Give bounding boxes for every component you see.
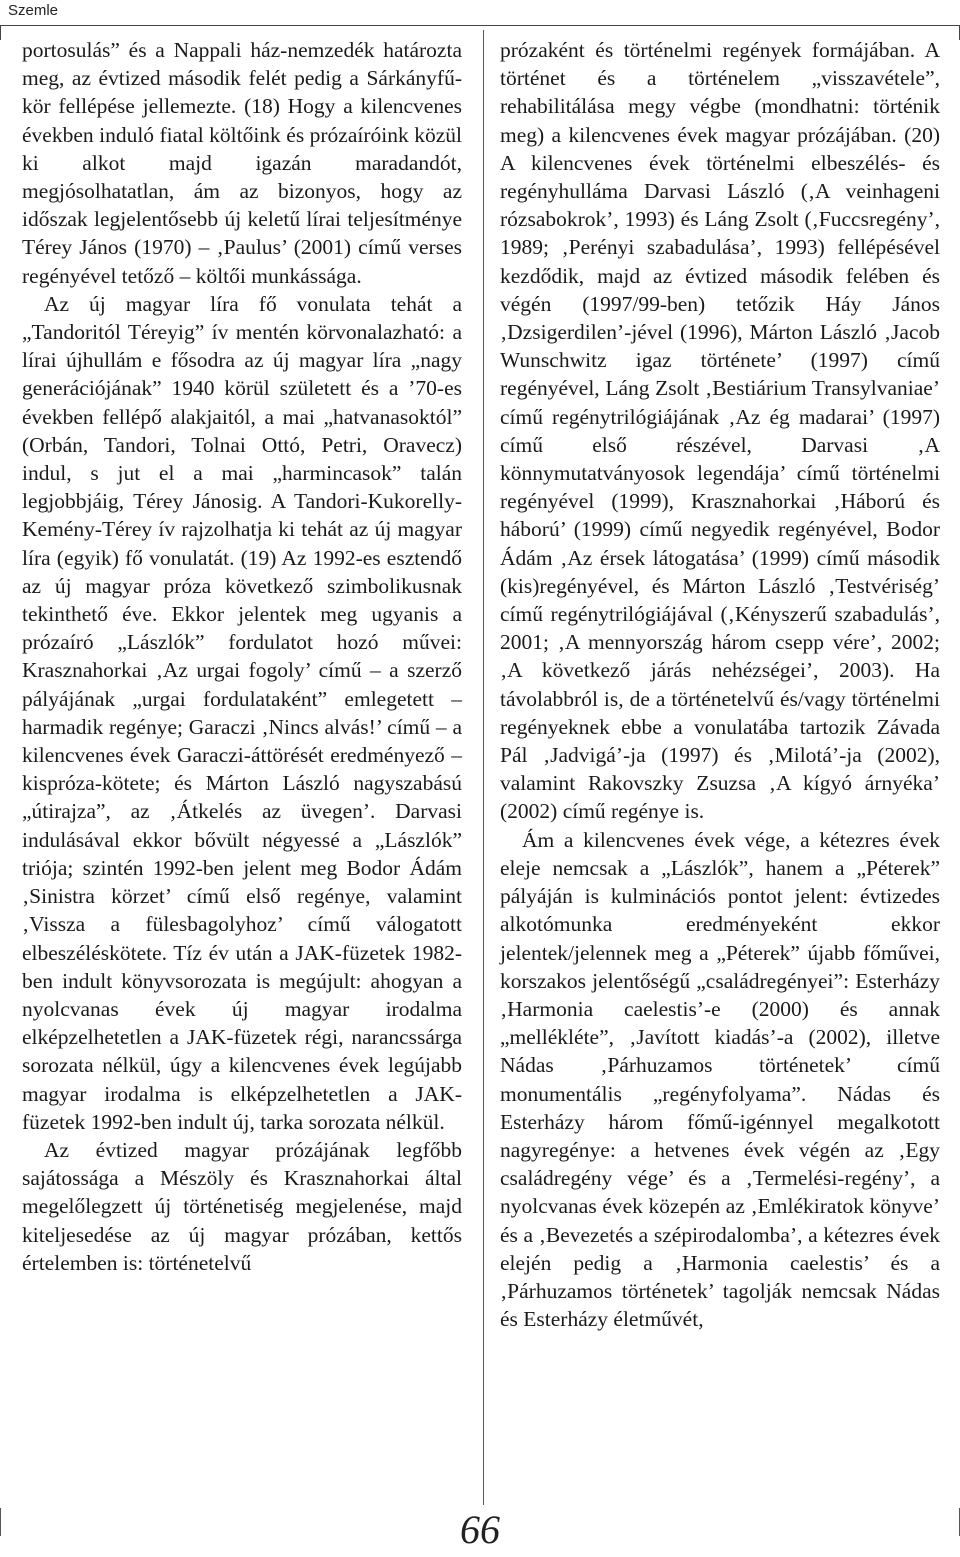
section-label: Szemle bbox=[8, 2, 59, 19]
header-corner-left bbox=[0, 26, 1, 40]
left-paragraph-1: portosulás” és a Nappali ház-nemzedék határozta meg, az évtized második felét pedig a Sárkányfű-kör fellépése jellemezte. (18) Hogy a kilencvenes években induló fiatal költőink és prózaíróink közül ki alkot majd igazán maradandót, megjósolhatatlan, ám az bizonyos, hogy az időszak legjelentősebb új keletű lírai teljesítménye Térey János (1970) – ‚Paulus’ (2001) című verses regényével tetőző – költői munkássága. bbox=[22, 38, 462, 288]
left-paragraph-2: Az új magyar líra fő vonulata tehát a „Tandoritól Téreyig” ív mentén körvonalazható: a lírai újhullám e fősodra az új magyar líra „nagy generációjának” 1940 körül született és a ’70-es években fellépő alakjaitól, a mai „hatvanasoktól” (Orbán, Tandori, Tolnai Ottó, Petri, Oravecz) indul, s jut el a mai „harmincasok” talán legjobbjáig, Térey Jánosig. A Tandori-Kukorelly-Kemény-Térey ív rajzolhatja ki tehát az új magyar líra (egyik) fő vonulatát. (19) Az 1992-es esztendő az új magyar próza következő szimbolikusnak tekinthető éve. Ekkor jelentek meg ugyanis a prózaíró „Lászlók” fordulatot hozó művei: Krasznahorkai ‚Az urgai fogoly’ című – a szerző pályájának „urgai fordulataként” emlegetett – harmadik regénye; Garaczi ‚Nincs alvás!’ című – a kilencvenes évek Garaczi-áttörését eredményező – kispróza-kötete; és Márton László nagyszabású „útirajza”, az ‚Átkelés az üvegen’. Darvasi indulásával ekkor bővült négyessé a „Lászlók” triója; szintén 1992-ben jelent meg Bodor Ádám ‚Sinistra körzet’ című első regénye, valamint ‚Vissza a fülesbagolyhoz’ című válogatott elbeszéléskötete. Tíz év után a JAK-füzetek 1982-ben indult könyvsorozata is megújult: ahogyan a nyolcvanas évek új magyar irodalma elképzelhetetlen a JAK-füzetek régi, narancssárga sorozata nélkül, úgy a kilencvenes évek legújabb magyar irodalma is elképzelhetetlen a JAK-füzetek 1992-ben indult új, tarka sorozata nélkül. bbox=[22, 291, 462, 1134]
page-number: 66 bbox=[460, 1507, 500, 1552]
left-column bbox=[22, 36, 462, 1277]
right-paragraph-1: prózaként és történelmi regények formájában. A történet és a történelem „visszavétele”, rehabilitálása megy végbe (mondhatni: történik meg) a kilencvenes évek magyar prózájában. (20) A kilencvenes évek történelmi elbeszélés- és regényhulláma Darvasi László (‚A veinhageni rózsabokrok’, 1993) és Láng Zsolt (‚Fuccsregény’, 1989; ‚Perényi szabadulása’, 1993) fellépésével kezdődik, majd az évtized második felében és végén (1997/99-ben) tetőzik Háy János ‚Dzsigerdilen’-jével (1996), Márton László ‚Jacob Wunschwitz igaz története’ (1997) című regényével, Láng Zsolt ‚Bestiárium Transylvaniae’ című regénytrilógiájának ‚Az ég madarai’ (1997) című első részével, Darvasi ‚A könnymutatványosok legendája’ című történelmi regényével (1999), Krasznahorkai ‚Háború és háború’ (1999) című negyedik regényével, Bodor Ádám ‚Az érsek látogatása’ (1999) című második (kis)regényével, és Márton László ‚Testvériség’ című regénytrilógiájával (‚Kényszerű szabadulás’, 2001; ‚A mennyország három csepp vére’, 2002; ‚A következő járás nehézségei’, 2003). Ha távolabbról is, de a történetelvű és/vagy történelmi regényeknek ebbe a vonulatába tartozik Závada Pál ‚Jadvigá’-ja (1997) és ‚Milotá’-ja (2002), valamint Rakovszky Zsuzsa ‚A kígyó árnyéka’ (2002) című regénye is. bbox=[500, 38, 940, 824]
header-rule bbox=[0, 25, 960, 26]
right-paragraph-2: Ám a kilencvenes évek vége, a kétezres évek eleje nemcsak a „Lászlók”, hanem a „Péterek” pályáján is kulminációs pontot jelent: évtizedes alkotómunka eredményeként ekkor jelentek/jelennek meg a „Péterek” újabb főművei, korszakos jelentőségű „családregényei”: Esterházy ‚Harmonia caelestis’-e (2000) és annak „mellékléte”, ‚Javított kiadás’-a (2002), illetve Nádas ‚Párhuzamos történetek’ című monumentális „regényfolyama”. Nádas és Esterházy három főmű-igénnyel megalkotott nagyregénye: a hetvenes évek végén az ‚Egy családregény vége’ és a ‚Termelési-regény’, a nyolcvanas évek közepén az ‚Emlékiratok könyve’ és a ‚Bevezetés a szépirodalomba’, a kétezres évek elején pedig a ‚Harmonia caelestis’ és a ‚Párhuzamos történetek’ tagolják nemcsak Nádas és Esterházy életművét, bbox=[500, 827, 940, 1332]
column-divider bbox=[483, 30, 484, 1505]
left-paragraph-3: Az évtized magyar prózájának legfőbb sajátossága a Mészöly és Krasznahorkai által megelőlegzett új történetiség megjelenése, majd kiteljesedése az új magyar prózában, kettős értelemben is: történetelvű bbox=[22, 1137, 462, 1275]
right-column bbox=[500, 36, 940, 1333]
